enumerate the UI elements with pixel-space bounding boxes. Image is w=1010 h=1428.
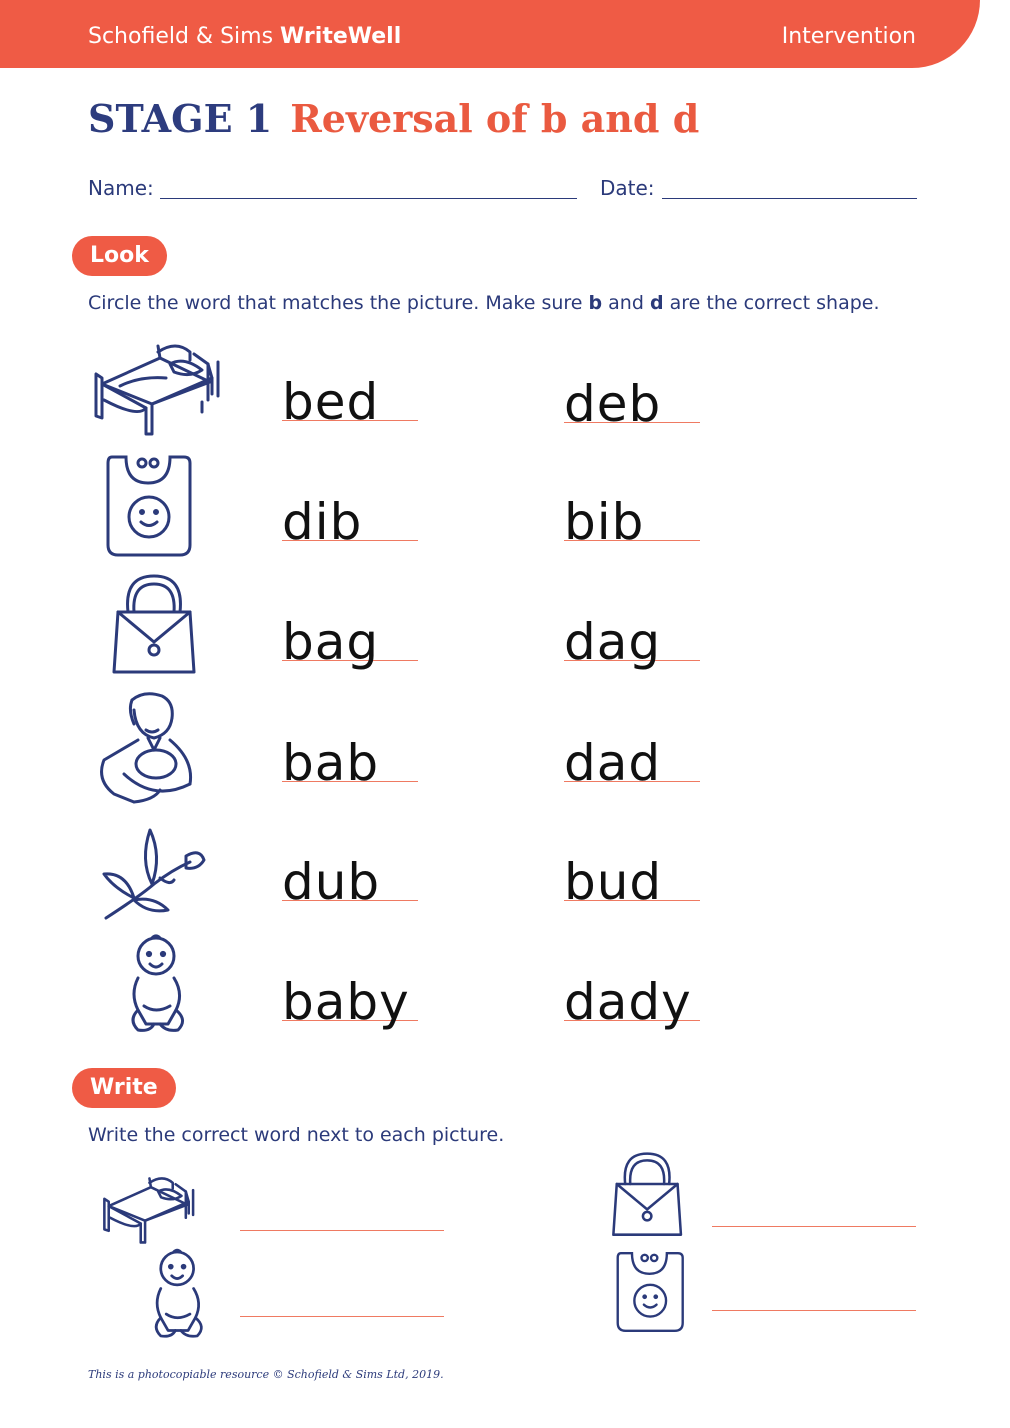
word-text: bag [282,613,380,671]
bib-icon [104,453,196,559]
copyright-footer: This is a photocopiable resource © Schofield & Sims Ltd, 2019. [88,1368,444,1381]
word-text: dag [564,613,662,671]
baby-icon [148,1248,210,1340]
look-instruction [88,292,880,314]
bed-icon [100,1172,196,1246]
word-text: deb [564,375,662,433]
bib-icon [614,1250,688,1334]
brand-bold: WriteWell [280,24,402,49]
word-text: dady [564,973,692,1031]
look-instruction-b: b [588,292,603,314]
bed-icon [90,338,222,438]
word-text: bud [564,853,663,911]
write-instruction: Write the correct word next to each picture. [88,1124,505,1146]
write-answer-line[interactable] [240,1316,444,1317]
write-answer-line[interactable] [240,1230,444,1231]
look-instruction-part: are the correct shape. [663,292,880,314]
write-answer-line[interactable] [712,1226,916,1227]
look-instruction-d: d [649,292,664,314]
word-option[interactable] [282,972,418,1032]
date-field[interactable] [662,198,917,199]
word-text: dub [282,853,381,911]
word-option[interactable] [564,612,700,672]
word-text: dib [282,493,363,551]
header-banner [0,0,980,68]
header-tag: Intervention [781,24,916,49]
word-option[interactable] [564,852,700,912]
write-badge: Write [72,1068,176,1108]
write-answer-line[interactable] [712,1310,916,1311]
word-text: bed [282,373,380,431]
word-option[interactable] [564,374,700,434]
word-text: bab [282,734,380,792]
word-text: dad [564,734,662,792]
look-instruction-part: Circle the word that matches the picture. Make sure [88,292,589,314]
baby-icon [124,934,192,1034]
word-option[interactable] [282,372,418,432]
stage-label: STAGE 1 [88,96,273,141]
word-option[interactable] [282,852,418,912]
bag-icon [610,1150,686,1240]
bud-icon [100,826,208,922]
word-text: baby [282,973,410,1031]
word-option[interactable] [564,492,700,552]
brand-name [88,24,401,49]
word-option[interactable] [564,733,700,793]
brand-prefix: Schofield & Sims [88,24,281,49]
name-label: Name: [88,176,154,200]
bag-icon [110,572,200,678]
word-option[interactable] [564,972,700,1032]
date-label: Date: [600,176,655,200]
look-badge: Look [72,236,167,276]
dad-holding-baby-icon [94,690,198,810]
word-option[interactable] [282,733,418,793]
look-instruction-part: and [602,292,650,314]
page-title [88,96,699,141]
word-text: bib [564,493,645,551]
word-option[interactable] [282,612,418,672]
word-option[interactable] [282,492,418,552]
subject-label: Reversal of b and d [290,96,700,141]
name-field[interactable] [160,198,577,199]
